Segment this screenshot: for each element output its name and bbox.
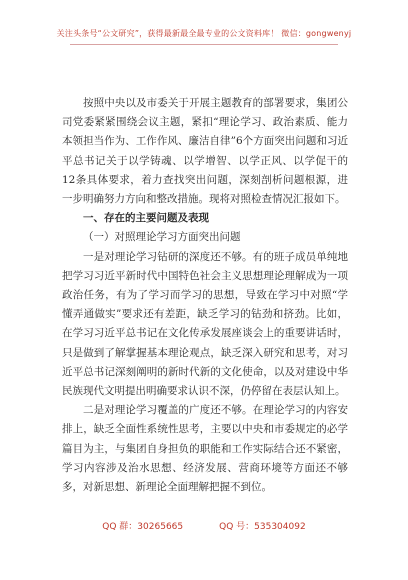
qq-group-text: QQ 群：30265665 [102,522,184,532]
point-one-paragraph: 一是对理论学习钻研的深度还不够。有的班子成员单纯地把学习习近平新时代中国特色社会主义思想理论理解成为一项政治任务，有为了学习而学习的思想，导致在学习中对照“学懂弄通做实”要求还有差距，缺乏学习的钻劲和挤劲。比如，在学习习近平总书记在文化传承发展座谈会上的重要讲话时，只是做到了解掌握基本理论观点，缺乏深入研究和思考，对习近平总书记深刻阐明的新时代新的文化使命，以及对建设中华民族现代文明提出明确要求认识不深，仍停留在表层认知上。 [62,250,348,398]
footer-contact [0,519,408,532]
point-two-paragraph: 二是对理论学习覆盖的广度还不够。在理论学习的内容安排上，缺乏全面性系统性思考，主要以中央和市委规定的必学篇目为主，与集团自身担负的职能和工作实际结合还不紧密，学习内容涉及治水思想、经济发展、营商环境等方面还不够多，对新思想、新理论全面理解把握不到位。 [62,404,348,494]
document-body [62,94,348,497]
header-divider [70,44,338,45]
section-heading: 一、存在的主要问题及表现 [83,212,209,225]
intro-paragraph: 按照中央以及市委关于开展主题教育的部署要求，集团公司党委紧紧围绕会议主题，紧扣“理论学习、政治素质、能力本领担当作为、工作作风、廉洁自律”6个方面突出问题和习近平总书记关于以学铸魂、以学增智、以学正风、以学促干的12条具体要求，着力查找突出问题，深刻剖析问题根源，进一步明确努力方向和整改措施。现将对照检查情况汇报如下。 [62,97,348,206]
subsection-heading: （一）对照理论学习方面突出问题 [83,231,241,244]
qq-number-text: QQ 号：535304092 [219,522,306,532]
header-notice: 关注头条号“公文研究”，获得最新最全最专业的公文资料库！ 微信：gongwenyj [56,29,352,38]
